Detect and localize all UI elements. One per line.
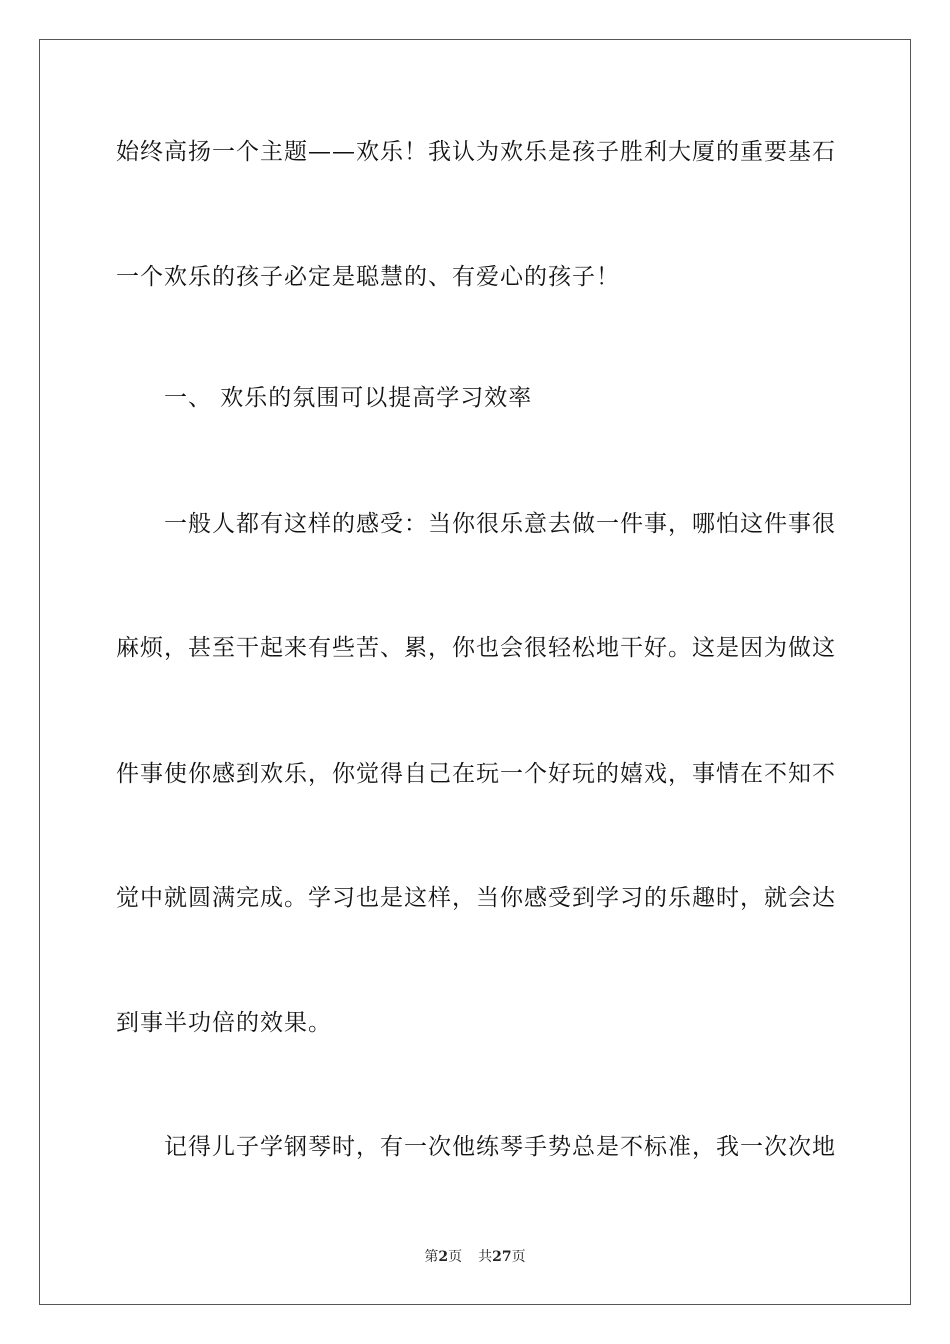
- body-line-8: 到事半功倍的效果。: [116, 1010, 332, 1036]
- page-suffix: 页: [448, 1249, 463, 1265]
- body-line-9: 记得儿子学钢琴时，有一次他练琴手势总是不标准，我一次次地: [164, 1134, 836, 1160]
- page-number: 2: [438, 1249, 449, 1265]
- body-line-7: 觉中就圆满完成。学习也是这样，当你感受到学习的乐趣时，就会达: [116, 885, 836, 911]
- total-suffix: 页: [511, 1249, 526, 1265]
- section-heading: 一、 欢乐的氛围可以提高学习效率: [164, 385, 533, 411]
- body-line-4: 一般人都有这样的感受：当你很乐意去做一件事，哪怕这件事很: [164, 511, 836, 537]
- body-line-2: 一个欢乐的孩子必定是聪慧的、有爱心的孩子！: [116, 264, 620, 290]
- body-line-1: 始终高扬一个主题——欢乐！我认为欢乐是孩子胜利大厦的重要基石: [116, 139, 836, 165]
- total-prefix: 共: [478, 1249, 493, 1265]
- body-line-5: 麻烦，甚至干起来有些苦、累，你也会很轻松地干好。这是因为做这: [116, 635, 836, 661]
- page-footer: [0, 1248, 950, 1266]
- page-border: [39, 39, 911, 1305]
- total-pages: 27: [492, 1249, 512, 1265]
- page-prefix: 第: [424, 1249, 439, 1265]
- body-line-6: 件事使你感到欢乐，你觉得自己在玩一个好玩的嬉戏，事情在不知不: [116, 761, 836, 787]
